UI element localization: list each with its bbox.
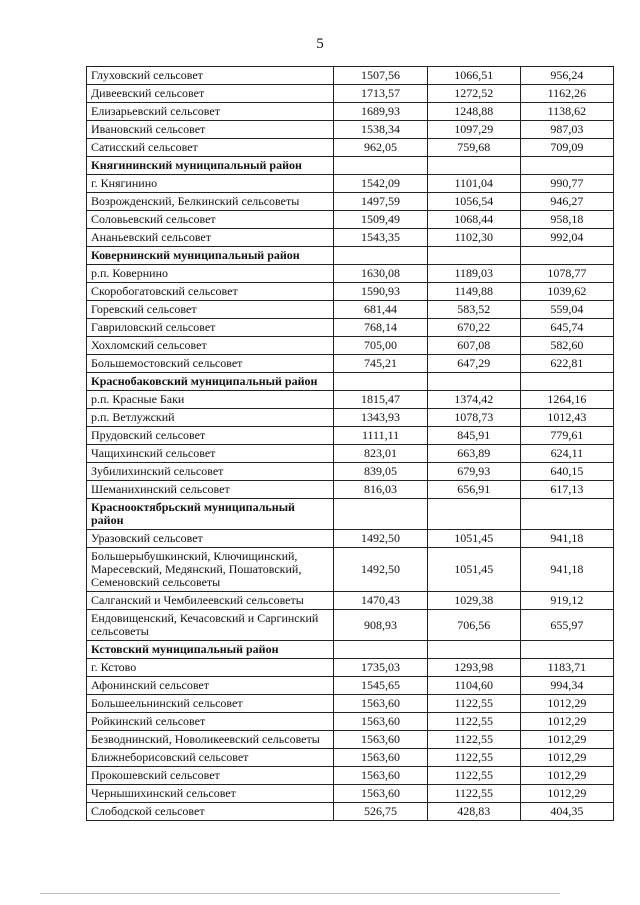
- value-cell-v2: 1102,30: [427, 229, 520, 247]
- value-cell-v1: [334, 247, 427, 265]
- value-cell-v3: 655,97: [520, 610, 613, 641]
- row-label-cell: Чернышихинский сельсовет: [87, 785, 334, 803]
- table-row: [87, 695, 614, 713]
- value-cell-v3: 1012,29: [520, 713, 613, 731]
- value-cell-v1: 1590,93: [334, 283, 427, 301]
- table-row: [87, 659, 614, 677]
- value-cell-v1: 1343,93: [334, 409, 427, 427]
- section-header-row: [87, 499, 614, 530]
- value-cell-v1: 1689,93: [334, 103, 427, 121]
- table-row: [87, 319, 614, 337]
- value-cell-v3: 404,35: [520, 803, 613, 821]
- value-cell-v3: 645,74: [520, 319, 613, 337]
- row-label-cell: Ройкинский сельсовет: [87, 713, 334, 731]
- value-cell-v1: [334, 157, 427, 175]
- value-cell-v2: 1101,04: [427, 175, 520, 193]
- value-cell-v1: 1538,34: [334, 121, 427, 139]
- row-label-cell: Зубилихинский сельсовет: [87, 463, 334, 481]
- table-row: [87, 391, 614, 409]
- value-cell-v3: 958,18: [520, 211, 613, 229]
- value-cell-v3: 1078,77: [520, 265, 613, 283]
- value-cell-v2: 679,93: [427, 463, 520, 481]
- value-cell-v2: 647,29: [427, 355, 520, 373]
- value-cell-v1: 1542,09: [334, 175, 427, 193]
- value-cell-v2: 1149,88: [427, 283, 520, 301]
- value-cell-v3: 992,04: [520, 229, 613, 247]
- value-cell-v1: 1543,35: [334, 229, 427, 247]
- table-row: [87, 229, 614, 247]
- table-row: [87, 749, 614, 767]
- row-label-cell: Глуховский сельсовет: [87, 67, 334, 85]
- row-label-cell: р.п. Ветлужский: [87, 409, 334, 427]
- value-cell-v2: 1293,98: [427, 659, 520, 677]
- table-row: [87, 139, 614, 157]
- section-header-row: [87, 641, 614, 659]
- value-cell-v3: 1012,29: [520, 695, 613, 713]
- row-label-cell: Горевский сельсовет: [87, 301, 334, 319]
- value-cell-v1: 1470,43: [334, 592, 427, 610]
- value-cell-v3: 1264,16: [520, 391, 613, 409]
- value-cell-v3: 1012,43: [520, 409, 613, 427]
- table-body: [87, 67, 614, 821]
- value-cell-v1: 745,21: [334, 355, 427, 373]
- value-cell-v3: 990,77: [520, 175, 613, 193]
- table-row: [87, 337, 614, 355]
- value-cell-v3: 1138,62: [520, 103, 613, 121]
- row-label-cell: Гавриловский сельсовет: [87, 319, 334, 337]
- value-cell-v2: [427, 641, 520, 659]
- value-cell-v2: 670,22: [427, 319, 520, 337]
- row-label-cell: Ананьевский сельсовет: [87, 229, 334, 247]
- table-row: [87, 767, 614, 785]
- value-cell-v3: 941,18: [520, 548, 613, 592]
- value-cell-v2: 1122,55: [427, 749, 520, 767]
- value-cell-v3: [520, 247, 613, 265]
- value-cell-v2: [427, 499, 520, 530]
- row-label-cell: Чащихинский сельсовет: [87, 445, 334, 463]
- value-cell-v1: 1545,65: [334, 677, 427, 695]
- scan-artifact: [40, 893, 560, 894]
- value-cell-v1: 962,05: [334, 139, 427, 157]
- value-cell-v1: 705,00: [334, 337, 427, 355]
- value-cell-v1: [334, 641, 427, 659]
- row-label-cell: Большеельнинский сельсовет: [87, 695, 334, 713]
- value-cell-v3: 1012,29: [520, 767, 613, 785]
- value-cell-v3: 779,61: [520, 427, 613, 445]
- table-row: [87, 211, 614, 229]
- value-cell-v2: 1051,45: [427, 548, 520, 592]
- value-cell-v1: 1509,49: [334, 211, 427, 229]
- value-cell-v1: 823,01: [334, 445, 427, 463]
- value-cell-v2: 1248,88: [427, 103, 520, 121]
- value-cell-v3: 994,34: [520, 677, 613, 695]
- row-label-cell: Афонинский сельсовет: [87, 677, 334, 695]
- value-cell-v1: 1815,47: [334, 391, 427, 409]
- table-row: [87, 265, 614, 283]
- row-label-cell: г. Княгинино: [87, 175, 334, 193]
- value-cell-v3: 946,27: [520, 193, 613, 211]
- value-cell-v3: 640,15: [520, 463, 613, 481]
- value-cell-v2: 706,56: [427, 610, 520, 641]
- value-cell-v2: 1122,55: [427, 731, 520, 749]
- row-label-cell: Сатисский сельсовет: [87, 139, 334, 157]
- value-cell-v1: 1563,60: [334, 695, 427, 713]
- value-cell-v2: 607,08: [427, 337, 520, 355]
- value-cell-v2: 1374,42: [427, 391, 520, 409]
- value-cell-v2: 1051,45: [427, 530, 520, 548]
- value-cell-v3: 1183,71: [520, 659, 613, 677]
- value-cell-v2: 1104,60: [427, 677, 520, 695]
- table-row: [87, 610, 614, 641]
- row-label-cell: Дивеевский сельсовет: [87, 85, 334, 103]
- row-label-cell: Краснооктябрьский муниципальный район: [87, 499, 334, 530]
- value-cell-v2: 1272,52: [427, 85, 520, 103]
- table-row: [87, 103, 614, 121]
- tariff-table: [86, 66, 614, 821]
- value-cell-v1: 1492,50: [334, 530, 427, 548]
- value-cell-v2: 1056,54: [427, 193, 520, 211]
- section-header-row: [87, 157, 614, 175]
- value-cell-v3: 956,24: [520, 67, 613, 85]
- value-cell-v1: 1563,60: [334, 713, 427, 731]
- row-label-cell: Кстовский муниципальный район: [87, 641, 334, 659]
- row-label-cell: г. Кстово: [87, 659, 334, 677]
- table-row: [87, 121, 614, 139]
- value-cell-v3: 1012,29: [520, 785, 613, 803]
- value-cell-v2: 1097,29: [427, 121, 520, 139]
- value-cell-v1: 908,93: [334, 610, 427, 641]
- value-cell-v1: [334, 499, 427, 530]
- table-row: [87, 193, 614, 211]
- value-cell-v2: 1122,55: [427, 785, 520, 803]
- table-row: [87, 427, 614, 445]
- value-cell-v2: 759,68: [427, 139, 520, 157]
- value-cell-v1: 1735,03: [334, 659, 427, 677]
- row-label-cell: Прокошевский сельсовет: [87, 767, 334, 785]
- value-cell-v2: [427, 247, 520, 265]
- row-label-cell: Ближнеборисовский сельсовет: [87, 749, 334, 767]
- value-cell-v1: 816,03: [334, 481, 427, 499]
- value-cell-v1: 1563,60: [334, 785, 427, 803]
- table-row: [87, 301, 614, 319]
- row-label-cell: Прудовский сельсовет: [87, 427, 334, 445]
- value-cell-v1: 1507,56: [334, 67, 427, 85]
- value-cell-v2: 1122,55: [427, 767, 520, 785]
- row-label-cell: Краснобаковский муниципальный район: [87, 373, 334, 391]
- value-cell-v3: 624,11: [520, 445, 613, 463]
- row-label-cell: Уразовский сельсовет: [87, 530, 334, 548]
- value-cell-v3: [520, 641, 613, 659]
- value-cell-v1: 1497,59: [334, 193, 427, 211]
- value-cell-v2: 1122,55: [427, 695, 520, 713]
- value-cell-v2: 845,91: [427, 427, 520, 445]
- table-row: [87, 803, 614, 821]
- value-cell-v2: 1066,51: [427, 67, 520, 85]
- table-row: [87, 713, 614, 731]
- value-cell-v3: 1012,29: [520, 731, 613, 749]
- value-cell-v2: [427, 157, 520, 175]
- value-cell-v3: 919,12: [520, 592, 613, 610]
- value-cell-v1: 1563,60: [334, 731, 427, 749]
- value-cell-v1: 1563,60: [334, 767, 427, 785]
- row-label-cell: Шеманихинский сельсовет: [87, 481, 334, 499]
- row-label-cell: р.п. Красные Баки: [87, 391, 334, 409]
- value-cell-v3: 559,04: [520, 301, 613, 319]
- value-cell-v2: 656,91: [427, 481, 520, 499]
- table-row: [87, 481, 614, 499]
- table-row: [87, 548, 614, 592]
- row-label-cell: Большерыбушкинский, Ключищинский, Маресевский, Медянский, Пошатовский, Семеновский сельсоветы: [87, 548, 334, 592]
- row-label-cell: р.п. Ковернино: [87, 265, 334, 283]
- row-label-cell: Слободской сельсовет: [87, 803, 334, 821]
- table-row: [87, 731, 614, 749]
- value-cell-v2: 1029,38: [427, 592, 520, 610]
- table-row: [87, 445, 614, 463]
- value-cell-v3: 987,03: [520, 121, 613, 139]
- value-cell-v2: 1068,44: [427, 211, 520, 229]
- row-label-cell: Безводнинский, Новоликеевский сельсоветы: [87, 731, 334, 749]
- table-row: [87, 409, 614, 427]
- value-cell-v1: 1713,57: [334, 85, 427, 103]
- section-header-row: [87, 373, 614, 391]
- value-cell-v2: 428,83: [427, 803, 520, 821]
- value-cell-v2: 1189,03: [427, 265, 520, 283]
- value-cell-v3: 941,18: [520, 530, 613, 548]
- value-cell-v2: 1078,73: [427, 409, 520, 427]
- value-cell-v1: 1111,11: [334, 427, 427, 445]
- section-header-row: [87, 247, 614, 265]
- value-cell-v2: 1122,55: [427, 713, 520, 731]
- table-row: [87, 463, 614, 481]
- value-cell-v1: 768,14: [334, 319, 427, 337]
- value-cell-v3: [520, 157, 613, 175]
- value-cell-v1: 526,75: [334, 803, 427, 821]
- row-label-cell: Ендовищенский, Кечасовский и Саргинский сельсоветы: [87, 610, 334, 641]
- table-row: [87, 592, 614, 610]
- value-cell-v3: 617,13: [520, 481, 613, 499]
- table-row: [87, 283, 614, 301]
- value-cell-v1: [334, 373, 427, 391]
- table-row: [87, 530, 614, 548]
- value-cell-v2: [427, 373, 520, 391]
- table-row: [87, 175, 614, 193]
- value-cell-v1: 1630,08: [334, 265, 427, 283]
- page-number: 5: [316, 36, 324, 52]
- row-label-cell: Ковернинский муниципальный район: [87, 247, 334, 265]
- value-cell-v1: 1563,60: [334, 749, 427, 767]
- value-cell-v1: 681,44: [334, 301, 427, 319]
- value-cell-v3: 622,81: [520, 355, 613, 373]
- row-label-cell: Хохломский сельсовет: [87, 337, 334, 355]
- row-label-cell: Большемостовский сельсовет: [87, 355, 334, 373]
- table-row: [87, 785, 614, 803]
- value-cell-v1: 839,05: [334, 463, 427, 481]
- value-cell-v3: 582,60: [520, 337, 613, 355]
- value-cell-v3: 1039,62: [520, 283, 613, 301]
- value-cell-v3: [520, 499, 613, 530]
- row-label-cell: Княгининский муниципальный район: [87, 157, 334, 175]
- value-cell-v2: 583,52: [427, 301, 520, 319]
- value-cell-v3: [520, 373, 613, 391]
- table-row: [87, 85, 614, 103]
- row-label-cell: Скоробогатовский сельсовет: [87, 283, 334, 301]
- table-row: [87, 355, 614, 373]
- value-cell-v3: 709,09: [520, 139, 613, 157]
- value-cell-v1: 1492,50: [334, 548, 427, 592]
- value-cell-v3: 1162,26: [520, 85, 613, 103]
- table-row: [87, 677, 614, 695]
- table-row: [87, 67, 614, 85]
- value-cell-v3: 1012,29: [520, 749, 613, 767]
- row-label-cell: Соловьевский сельсовет: [87, 211, 334, 229]
- value-cell-v2: 663,89: [427, 445, 520, 463]
- row-label-cell: Ивановский сельсовет: [87, 121, 334, 139]
- row-label-cell: Елизарьевский сельсовет: [87, 103, 334, 121]
- row-label-cell: Салганский и Чембилеевский сельсоветы: [87, 592, 334, 610]
- row-label-cell: Возрожденский, Белкинский сельсоветы: [87, 193, 334, 211]
